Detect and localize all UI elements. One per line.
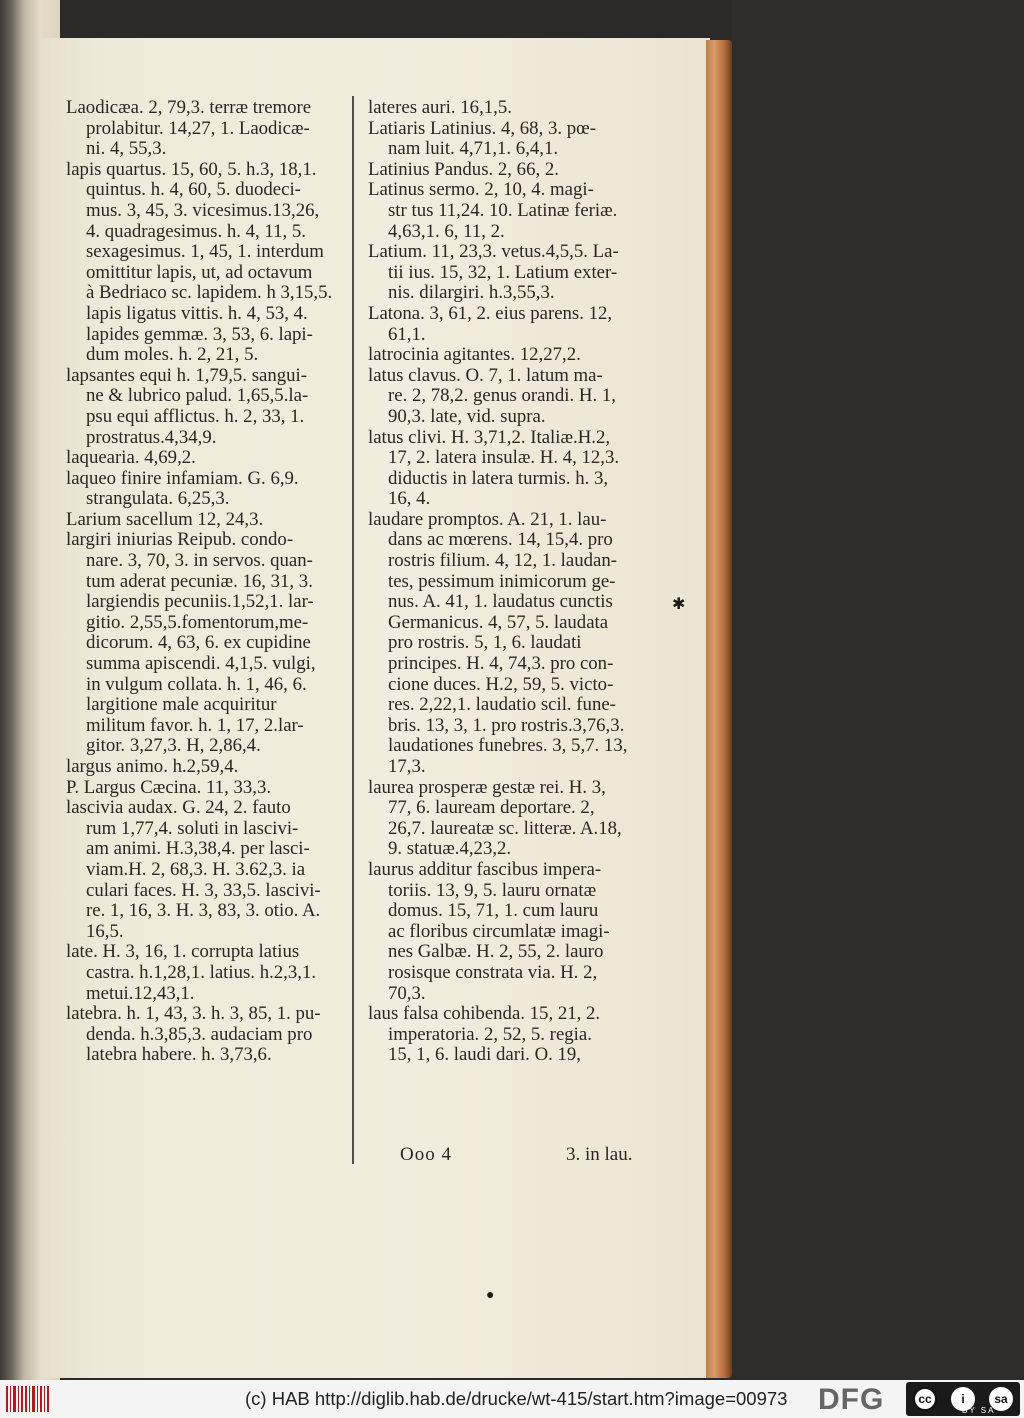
index-entry: Latinus sermo. 2, 10, 4. magi- str tus 11,24. 10. Latinæ feriæ. 4,63,1. 6, 11, 2.: [368, 179, 618, 242]
index-column-left: [66, 98, 356, 1066]
barcode-stripe: [10, 1386, 11, 1412]
index-entry: Latiaris Latinius. 4, 68, 3. pœ- nam luit. 4,71,1. 6,4,1.: [368, 117, 596, 160]
column-divider: [352, 96, 354, 1164]
index-entry: latebra. h. 1, 43, 3. h. 3, 85, 1. pu- denda. h.3,85,3. audaciam pro latebra habere. h. 3,73,6.: [66, 1003, 321, 1066]
copyright-link[interactable]: (c) HAB http://diglib.hab.de/drucke/wt-415/start.htm?image=00973: [245, 1388, 788, 1409]
barcode-stripe: [18, 1386, 19, 1412]
barcode-icon: [6, 1386, 49, 1412]
index-entry: laurus additur fascibus impera- toriis. 13, 9, 5. lauru ornatæ domus. 15, 71, 1. cum lauru ac floribus circumlatæ imagi- nes Galbæ. H. 2, 55, 2. lauro rosisque constrata via. H. 2, 70,3.: [368, 858, 610, 1004]
index-entry: latus clavus. O. 7, 1. latum ma- re. 2, 78,2. genus orandi. H. 1, 90,3. late, vid. supra.: [368, 364, 616, 427]
index-entry: lateres auri. 16,1,5.: [368, 97, 512, 118]
page-edge-right: [706, 40, 732, 1378]
catchword: 3. in lau.: [566, 1144, 633, 1165]
index-entry: Larium sacellum 12, 24,3.: [66, 508, 264, 530]
index-entry: Laodicæa. 2, 79,3. terræ tremore prolabitur. 14,27, 1. Laodicæ- ni. 4, 55,3.: [66, 97, 312, 160]
index-entry: latus clivi. H. 3,71,2. Italiæ.H.2, 17, 2. latera insulæ. H. 4, 12,3. diductis in latera turmis. h. 3, 16, 4.: [368, 426, 620, 510]
index-entry: laurea prosperæ gestæ rei. H. 3, 77, 6. lauream deportare. 2, 26,7. laureatæ sc. litteræ. A.18, 9. statuæ.4,23,2.: [368, 776, 622, 860]
margin-ink-mark: ✱: [672, 596, 686, 613]
dfg-logo: DFG: [818, 1383, 885, 1416]
barcode-stripe: [40, 1386, 42, 1412]
index-entry: laudare promptos. A. 21, 1. lau- dans ac mœrens. 14, 15,4. pro rostris filium. 4, 12, 1. laudan- tes, pessimum inimicorum ge- nus. A. 41, 1. laudatus cunctis Germanicus. 4, 57, 5. laudata pro rostris. 5, 1, 6. laudati principes. H. 4, 74,3. pro con- cione duces. H.2, 59, 5. victo- res. 2,22,1. laudatio scil. fune- bris. 13, 3, 1. pro rostris.3,76,3. laudationes funebres. 3, 5,7. 13, 17,3.: [368, 508, 628, 777]
index-entry: laus falsa cohibenda. 15, 21, 2. imperatoria. 2, 52, 5. regia. 15, 1, 6. laudi dari. O. 19,: [368, 1003, 601, 1066]
index-column-right: [368, 98, 658, 1066]
index-entry: lascivia audax. G. 24, 2. fauto rum 1,77,4. soluti in lascivi- am animi. H.3,38,4. per lasci- viam.H. 2, 68,3. H. 3.62,3. ia culari faces. H. 3, 33,5. lascivi- re. 1, 16, 3. H. 3, 83, 3. otio. A. 16,5.: [66, 797, 321, 942]
barcode-stripe: [29, 1386, 30, 1412]
index-entry: P. Largus Cæcina. 11, 33,3.: [66, 776, 272, 798]
index-entry: late. H. 3, 16, 1. corrupta latius castra. h.1,28,1. latius. h.2,3,1. metui.12,43,1.: [66, 941, 317, 1004]
index-entry: lapsantes equi h. 1,79,5. sangui- ne & lubrico palud. 1,65,5.la- psu equi afflictus. h. 2, 33, 1. prostratus.4,34,9.: [66, 364, 309, 448]
ink-dot: ●: [486, 1288, 495, 1303]
barcode-stripe: [13, 1386, 16, 1412]
index-entry: largiri iniurias Reipub. condo- nare. 3, 70, 3. in servos. quan- tum aderat pecuniæ. 16, 31, 3. largiendis pecuniis.1,52,1. lar- gitio. 2,55,5.fomentorum,me- dicorum. 4, 63, 6. ex cupidine summa apiscendi. 4,1,5. vulgi, in vulgum collata. h. 1, 46, 6. largitione male acquiritur militum favor. h. 1, 17, 2.lar- gitor. 3,27,3. H, 2,86,4.: [66, 529, 316, 757]
sa-icon: sa: [989, 1387, 1013, 1411]
background-right: [732, 0, 1024, 1380]
index-entry: Latinius Pandus. 2, 66, 2.: [368, 158, 559, 180]
barcode-stripe: [25, 1386, 27, 1412]
index-entry: Latona. 3, 61, 2. eius parens. 12, 61,1.: [368, 302, 613, 345]
index-entry: latrocinia agitantes. 12,27,2.: [368, 344, 581, 366]
barcode-stripe: [37, 1386, 38, 1412]
barcode-stripe: [6, 1386, 8, 1412]
barcode-stripe: [44, 1386, 45, 1412]
barcode-stripe: [47, 1386, 49, 1412]
license-labels: BY SA: [962, 1406, 996, 1415]
barcode-stripe: [32, 1386, 35, 1412]
by-icon: i: [951, 1387, 975, 1411]
index-entry: lapis quartus. 15, 60, 5. h.3, 18,1. quintus. h. 4, 60, 5. duodeci- mus. 3, 45, 3. vicesimus.13,26, 4. quadragesimus. h. 4, 11, 5. sexagesimus. 1, 45, 1. interdum omittitur lapis, ut, ad octavum à Bedriaco sc. lapidem. h 3,15,5. lapis ligatus vittis. h. 4, 53, 4. lapides gemmæ. 3, 53, 6. lapi- dum moles. h. 2, 21, 5.: [66, 158, 333, 366]
page-signature: Ooo 4: [400, 1144, 452, 1165]
barcode-stripe: [21, 1386, 23, 1412]
index-entry: laquearia. 4,69,2.: [66, 447, 196, 469]
index-entry: laqueo finire infamiam. G. 6,9. strangulata. 6,25,3.: [66, 467, 299, 510]
index-entry: largus animo. h.2,59,4.: [66, 756, 239, 777]
cc-icon: cc: [913, 1387, 937, 1411]
index-entry: Latium. 11, 23,3. vetus.4,5,5. La- tii ius. 15, 32, 1. Latium exter- nis. dilargiri. h.3,55,3.: [368, 241, 619, 304]
